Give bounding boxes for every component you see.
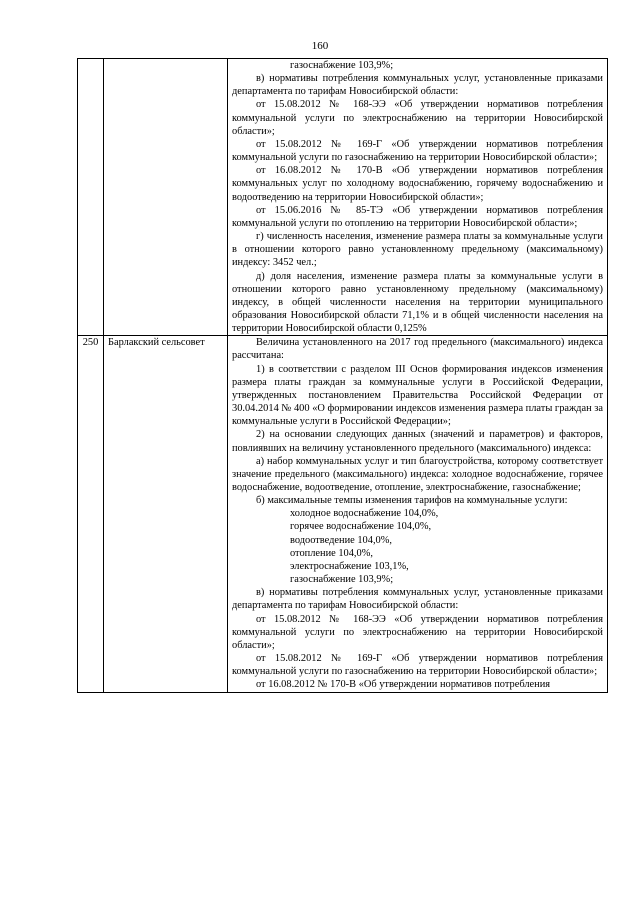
tariff-index-table bbox=[77, 58, 608, 693]
paragraph: от 15.08.2012 № 168-ЭЭ «Об утверждении нормативов потребления коммунальной услуги по электроснабжению на территории Новосибирской области»; bbox=[232, 99, 603, 137]
paragraph: 1) в соответствии с разделом III Основ формирования индексов изменения размера платы граждан за коммунальные услуги в Российской Федерации, утвержденных постановлением Правительства Российской Федерации от 30.04.2014 № 400 «О формировании индексов изменения размера платы граждан за коммунальные услуги в Российской Федерации»; bbox=[232, 363, 603, 428]
paragraph: г) численность населения, изменение размера платы за коммунальные услуги в отношении которого равно установленному предельному (максимальному) индексу: 3452 чел.; bbox=[232, 231, 603, 269]
paragraph: в) нормативы потребления коммунальных услуг, установленные приказами департамента по тарифам Новосибирской области: bbox=[232, 587, 603, 612]
paragraph: а) набор коммунальных услуг и тип благоустройства, которому соответствует значение предельного (максимального) индекса: холодное водоснабжение, горячее водоснабжение, водоотведение, отопление, электроснабжение, газоснабжение; bbox=[232, 455, 603, 493]
paragraph: в) нормативы потребления коммунальных услуг, установленные приказами департамента по тарифам Новосибирской области: bbox=[232, 73, 603, 98]
paragraph: д) доля населения, изменение размера платы за коммунальные услуги в отношении которого равно установленному предельному (максимальному) индексу, в общей численности населения на территории муниципального образования Новосибирской области 71,1% и в общей численности населения на территории Новосибирской области 0,125% bbox=[232, 270, 603, 335]
page-number: 160 bbox=[311, 40, 329, 52]
tariff-line: горячее водоснабжение 104,0%, bbox=[290, 521, 432, 533]
tariff-line: водоотведение 104,0%, bbox=[290, 534, 392, 546]
paragraph: от 15.08.2012 № 169-Г «Об утверждении нормативов потребления коммунальной услуги по газоснабжению на территории Новосибирской области»; bbox=[232, 138, 603, 164]
paragraph: от 16.08.2012 № 170-В «Об утверждении нормативов потребления коммунальных услуг по холодному водоснабжению, горячему водоснабжению и водоотведению на территории Новосибирской области»; bbox=[232, 165, 603, 203]
paragraph: от 15.08.2012 № 169-Г «Об утверждении нормативов потребления коммунальной услуги по газоснабжению на территории Новосибирской области»; bbox=[232, 653, 603, 678]
tariff-line: газоснабжение 103,9%; bbox=[290, 574, 394, 586]
paragraph: от 15.06.2016 № 85-ТЭ «Об утверждении нормативов потребления коммунальной услуги по отоплению на территории Новосибирской области»; bbox=[232, 204, 603, 229]
paragraph: Величина установленного на 2017 год предельного (максимального) индекса рассчитана: bbox=[232, 337, 603, 362]
table-row bbox=[78, 336, 608, 692]
tariff-line: газоснабжение 103,9%; bbox=[290, 60, 394, 71]
row-number-cell: 250 bbox=[78, 336, 104, 692]
tariff-line: отопление 104,0%, bbox=[290, 547, 373, 559]
paragraph: 2) на основании следующих данных (значений и параметров) и факторов, повлиявших на величину установленного предельного (максимального) индекса: bbox=[232, 429, 603, 454]
description-cell bbox=[228, 59, 608, 336]
tariff-line: электроснабжение 103,1%, bbox=[290, 560, 409, 572]
municipality-name-cell bbox=[104, 59, 228, 336]
row-number-cell bbox=[78, 59, 104, 336]
paragraph: от 15.08.2012 № 168-ЭЭ «Об утверждении нормативов потребления коммунальной услуги по электроснабжению на территории Новосибирской области»; bbox=[232, 613, 603, 651]
paragraph: от 16.08.2012 № 170-В «Об утверждении нормативов потребления bbox=[256, 679, 551, 691]
municipality-name-cell: Барлакский сельсовет bbox=[104, 336, 228, 692]
paragraph: б) максимальные темпы изменения тарифов на коммунальные услуги: bbox=[256, 495, 568, 507]
description-cell bbox=[228, 336, 608, 692]
tariff-line: холодное водоснабжение 104,0%, bbox=[290, 508, 439, 520]
table-row bbox=[78, 59, 608, 336]
